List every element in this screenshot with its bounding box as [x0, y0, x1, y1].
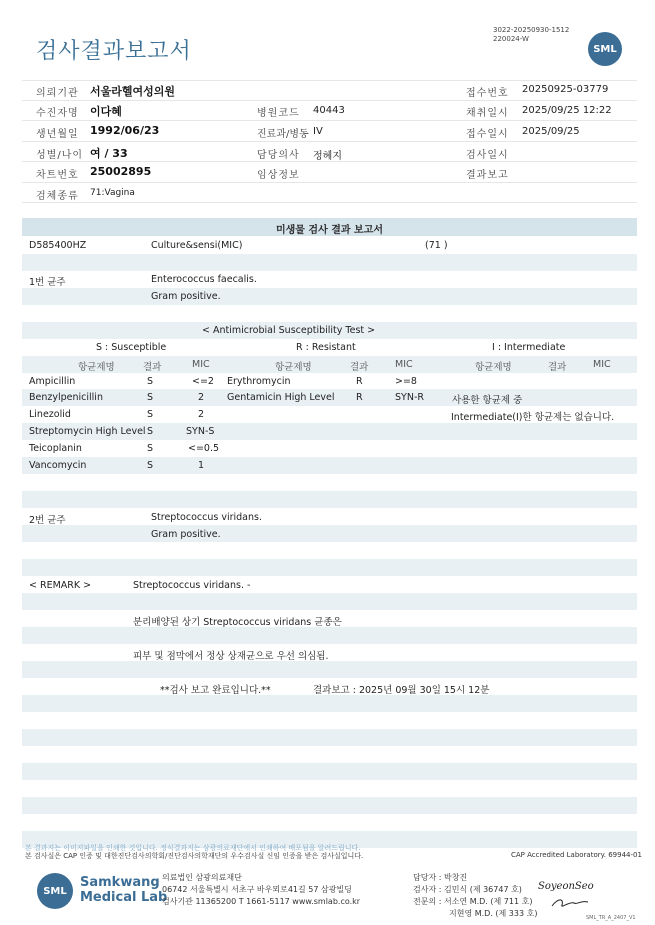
info-divider [22, 182, 637, 183]
row-band [22, 797, 637, 814]
page-title: 검사결과보고서 [36, 39, 192, 64]
drug-mic: 2 [198, 392, 205, 403]
drug-result: S [147, 426, 154, 437]
organism1-label: 1번 균주 [29, 277, 66, 288]
drug-name: Benzylpenicillin [29, 392, 103, 403]
drug-name: Vancomycin [29, 460, 87, 471]
row-band [22, 593, 637, 610]
drug-mic: 1 [198, 460, 205, 471]
brand-line2: Medical Lab [80, 890, 168, 905]
receipt-no: 20250925-03779 [522, 84, 609, 95]
info-divider [22, 120, 637, 121]
specialist1: 전문의 : 서소연 M.D. (제 711 호) [413, 897, 533, 906]
specialist2: 지현영 M.D. (제 333 호) [449, 909, 538, 918]
drug-result: S [147, 376, 154, 387]
dept-label: 진료과/병동 [257, 129, 309, 140]
legend-resistant: R : Resistant [296, 342, 356, 353]
legend-susceptible: S : Susceptible [96, 342, 167, 353]
drug-name: Linezolid [29, 409, 71, 420]
birth-label: 생년월일 [36, 129, 79, 140]
specimen-type: 71:Vagina [90, 188, 135, 198]
remark-line2: 분리배양된 상기 Streptococcus viridans 균종은 [133, 617, 342, 628]
drug-mic: >=8 [395, 376, 417, 387]
company-contact: 검사기관 11365200 T 1661-5117 www.smlab.co.kr [162, 897, 361, 906]
col-mic-header: MIC [593, 359, 611, 370]
report-label: 결과보고 [466, 170, 509, 181]
signature-specialist [550, 896, 590, 910]
signature-examiner: SoyeonSeo [538, 881, 594, 892]
row-band [22, 695, 637, 712]
row-band [22, 559, 637, 576]
receipt-no-label: 접수번호 [466, 88, 509, 99]
col-mic-header: MIC [192, 359, 210, 370]
sex-age-label: 성별/나이 [36, 150, 84, 161]
drug-mic: <=2 [192, 376, 214, 387]
report-time: 결과보고 : 2025년 09월 30일 15시 12분 [313, 685, 490, 696]
cap-accreditation: CAP Accredited Laboratory. 69944-01 [511, 851, 642, 859]
col-result-header: 결과 [143, 362, 162, 373]
col-drug-header: 항균제명 [78, 362, 115, 373]
accreditation-notice: 본 검사실은 CAP 인증 및 대한진단검사의학회/진단검사의학재단의 우수검사실 신임 인증을 받은 검사실입니다. [25, 852, 364, 860]
document-number [493, 26, 569, 44]
row-band [22, 491, 637, 508]
drug-result: S [147, 460, 154, 471]
organism2-gram: Gram positive. [151, 529, 221, 540]
section-title: 미생물 검사 결과 보고서 [275, 225, 384, 236]
info-divider [22, 80, 637, 81]
requesting-org: 서울라헬여성의원 [90, 85, 176, 98]
examiner: 검사자 : 김민식 (제 36747 호) [413, 885, 522, 894]
col-drug-header: 항균제명 [275, 362, 312, 373]
signatories [413, 872, 537, 920]
company-info [162, 872, 360, 908]
document-number-line2: 220024-W [493, 35, 529, 43]
row-band [22, 525, 637, 542]
doctor-label: 담당의사 [257, 150, 300, 161]
organism2-name: Streptococcus viridans. [151, 512, 262, 523]
receipt-date-label: 접수일시 [466, 129, 509, 140]
test-date-label: 검사일시 [466, 150, 509, 161]
drug-name: Ampicillin [29, 376, 76, 387]
organism2-label: 2번 균주 [29, 515, 66, 526]
organism1-gram: Gram positive. [151, 291, 221, 302]
company-address: 06742 서울특별시 서초구 바우뫼로41길 57 삼광빌딩 [162, 885, 352, 894]
col-result-header: 결과 [350, 362, 369, 373]
document-number-line1: 3022-20250930-1512 [493, 26, 570, 34]
drug-mic: SYN-R [395, 392, 424, 403]
info-divider [22, 141, 637, 142]
test-code: D585400HZ [29, 240, 87, 251]
brand-name [80, 875, 167, 905]
row-band [22, 288, 637, 305]
remark-line1: Streptococcus viridans. - [133, 580, 251, 591]
form-code: SML_TR_A_2407_V1 [586, 915, 636, 921]
remark-line3: 피부 및 점막에서 정상 상재균으로 우선 의심됨. [133, 651, 329, 662]
info-divider [22, 100, 637, 101]
chart-number: 25002895 [90, 165, 152, 178]
test-number: (71 ) [425, 240, 448, 251]
drug-result: S [147, 392, 154, 403]
receipt-date: 2025/09/25 [522, 126, 580, 137]
row-band [22, 627, 637, 644]
collect-date-label: 채취일시 [466, 108, 509, 119]
info-divider [22, 202, 637, 203]
row-band [22, 729, 637, 746]
row-band [22, 661, 637, 678]
drug-result: R [356, 392, 363, 403]
manager: 담당자 : 박창진 [413, 873, 468, 882]
drug-name: Teicoplanin [29, 443, 82, 454]
brand-line1: Samkwang [80, 875, 160, 890]
legend-intermediate: I : Intermediate [492, 342, 566, 353]
drug-result: S [147, 443, 154, 454]
collect-date: 2025/09/25 12:22 [522, 105, 612, 116]
dept: IV [313, 126, 323, 137]
organism1-name: Enterococcus faecalis. [151, 274, 257, 285]
hospital-code: 40443 [313, 105, 345, 116]
drug-mic: <=0.5 [188, 443, 220, 454]
patient-name: 이다혜 [90, 105, 122, 118]
chart-label: 차트번호 [36, 170, 79, 181]
birth-date: 1992/06/23 [90, 124, 160, 137]
sml-logo: SML [588, 32, 622, 66]
doctor: 정혜지 [313, 151, 342, 162]
patient-label: 수진자명 [36, 108, 79, 119]
report-complete: **검사 보고 완료입니다.** [160, 685, 271, 696]
col-drug-header: 항균제명 [475, 362, 512, 373]
drug-result: R [356, 376, 363, 387]
hospital-code-label: 병원코드 [257, 108, 300, 119]
sml-footer-logo: SML [37, 873, 73, 909]
sex-age: 여 / 33 [90, 147, 128, 160]
drug-mic: 2 [198, 409, 205, 420]
drug-result: S [147, 409, 154, 420]
intermediate-note-line1: 사용한 항균제 중 [452, 395, 523, 406]
col-result-header: 결과 [548, 362, 567, 373]
row-band [22, 254, 637, 271]
clinical-label: 임상정보 [257, 170, 300, 181]
drug-name: Erythromycin [227, 376, 291, 387]
drug-name: Streptomycin High Level [29, 426, 146, 437]
image-print-notice: 본 결과지는 이미지파일을 인쇄한 것입니다. 정식결과지는 삼광의료재단에서 인쇄하여 배포됨을 알려드립니다. [25, 844, 361, 852]
row-band [22, 763, 637, 780]
specimen-label: 검체종류 [36, 191, 79, 202]
remark-label: < REMARK > [29, 580, 92, 591]
drug-name: Gentamicin High Level [227, 392, 335, 403]
drug-mic: SYN-S [186, 426, 215, 437]
requesting-org-label: 의뢰기관 [36, 88, 79, 99]
col-mic-header: MIC [395, 359, 413, 370]
row-band [22, 457, 637, 474]
intermediate-note-line2: Intermediate(I)한 항균제는 없습니다. [451, 412, 615, 423]
ast-title: < Antimicrobial Susceptibility Test > [202, 325, 376, 336]
test-name: Culture&sensi(MIC) [151, 240, 243, 251]
company-name: 의료법인 삼광의료재단 [162, 873, 242, 882]
